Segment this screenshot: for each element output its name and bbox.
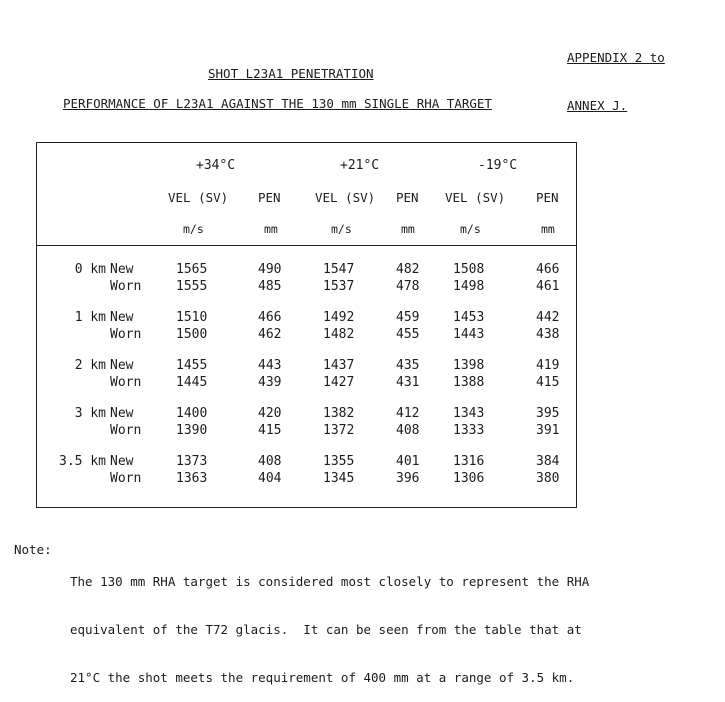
appendix-reference (567, 18, 665, 130)
penetration-cell: 482 (396, 262, 420, 277)
temp-header-3: -19°C (478, 158, 518, 173)
penetration-cell: 415 (536, 375, 560, 390)
condition-label: New (110, 310, 134, 325)
document-subtitle: PERFORMANCE OF L23A1 AGAINST THE 130 mm SINGLE RHA TARGET (63, 96, 492, 111)
temp-header-2: +21°C (340, 158, 380, 173)
note-text (70, 542, 589, 702)
penetration-cell: 404 (258, 471, 282, 486)
col-header-pen-1: PEN (258, 190, 281, 205)
penetration-cell: 415 (258, 423, 282, 438)
velocity-cell: 1400 (176, 406, 208, 421)
penetration-cell: 466 (258, 310, 282, 325)
col-header-vel-2: VEL (SV) (315, 190, 376, 205)
velocity-cell: 1498 (453, 279, 485, 294)
col-unit-vel-3: m/s (460, 222, 481, 236)
penetration-cell: 490 (258, 262, 282, 277)
penetration-cell: 412 (396, 406, 420, 421)
velocity-cell: 1500 (176, 327, 208, 342)
velocity-cell: 1537 (323, 279, 355, 294)
velocity-cell: 1390 (176, 423, 208, 438)
velocity-cell: 1445 (176, 375, 208, 390)
condition-label: Worn (110, 279, 142, 294)
penetration-cell: 420 (258, 406, 282, 421)
col-header-pen-2: PEN (396, 190, 419, 205)
note-line-2: equivalent of the T72 glacis. It can be seen from the table that at (70, 622, 582, 637)
penetration-cell: 431 (396, 375, 420, 390)
penetration-cell: 485 (258, 279, 282, 294)
col-unit-vel-2: m/s (331, 222, 352, 236)
note-line-1: The 130 mm RHA target is considered most closely to represent the RHA (70, 574, 590, 589)
velocity-cell: 1482 (323, 327, 355, 342)
penetration-cell: 439 (258, 375, 282, 390)
penetration-cell: 384 (536, 454, 560, 469)
col-header-pen-3: PEN (536, 190, 559, 205)
velocity-cell: 1306 (453, 471, 485, 486)
range-label: 0 km (74, 262, 106, 277)
condition-label: Worn (110, 423, 142, 438)
penetration-cell: 435 (396, 358, 420, 373)
note-line-3: 21°C the shot meets the requirement of 400 mm at a range of 3.5 km. (70, 670, 575, 685)
penetration-cell: 459 (396, 310, 420, 325)
penetration-cell: 462 (258, 327, 282, 342)
penetration-cell: 401 (396, 454, 420, 469)
penetration-cell: 391 (536, 423, 560, 438)
col-unit-pen-3: mm (541, 222, 555, 236)
appendix-line-2: ANNEX J. (567, 98, 628, 113)
penetration-cell: 455 (396, 327, 420, 342)
velocity-cell: 1510 (176, 310, 208, 325)
condition-label: New (110, 262, 134, 277)
penetration-cell: 408 (396, 423, 420, 438)
penetration-cell: 438 (536, 327, 560, 342)
condition-label: Worn (110, 327, 142, 342)
penetration-cell: 408 (258, 454, 282, 469)
velocity-cell: 1388 (453, 375, 485, 390)
penetration-cell: 396 (396, 471, 420, 486)
condition-label: Worn (110, 471, 142, 486)
range-label: 3.5 km (59, 454, 106, 469)
velocity-cell: 1333 (453, 423, 485, 438)
penetration-cell: 466 (536, 262, 560, 277)
penetration-cell: 395 (536, 406, 560, 421)
velocity-cell: 1565 (176, 262, 208, 277)
velocity-cell: 1555 (176, 279, 208, 294)
col-header-vel-1: VEL (SV) (168, 190, 229, 205)
velocity-cell: 1492 (323, 310, 355, 325)
velocity-cell: 1508 (453, 262, 485, 277)
range-label: 2 km (74, 358, 106, 373)
velocity-cell: 1453 (453, 310, 485, 325)
velocity-cell: 1443 (453, 327, 485, 342)
condition-label: New (110, 454, 134, 469)
col-unit-pen-1: mm (264, 222, 278, 236)
velocity-cell: 1316 (453, 454, 485, 469)
velocity-cell: 1363 (176, 471, 208, 486)
document-title: SHOT L23A1 PENETRATION (208, 66, 374, 81)
velocity-cell: 1455 (176, 358, 208, 373)
velocity-cell: 1345 (323, 471, 355, 486)
velocity-cell: 1547 (323, 262, 355, 277)
appendix-line-1: APPENDIX 2 to (567, 50, 665, 65)
velocity-cell: 1343 (453, 406, 485, 421)
condition-label: New (110, 358, 134, 373)
penetration-cell: 461 (536, 279, 560, 294)
velocity-cell: 1437 (323, 358, 355, 373)
velocity-cell: 1372 (323, 423, 355, 438)
velocity-cell: 1355 (323, 454, 355, 469)
penetration-cell: 442 (536, 310, 560, 325)
temp-header-1: +34°C (196, 158, 236, 173)
velocity-cell: 1373 (176, 454, 208, 469)
range-label: 1 km (74, 310, 106, 325)
velocity-cell: 1398 (453, 358, 485, 373)
col-unit-vel-1: m/s (183, 222, 204, 236)
range-label: 3 km (74, 406, 106, 421)
col-unit-pen-2: mm (401, 222, 415, 236)
col-header-vel-3: VEL (SV) (445, 190, 506, 205)
condition-label: Worn (110, 375, 142, 390)
penetration-cell: 443 (258, 358, 282, 373)
penetration-cell: 478 (396, 279, 420, 294)
note-label: Note: (14, 542, 52, 557)
velocity-cell: 1427 (323, 375, 355, 390)
penetration-cell: 380 (536, 471, 560, 486)
penetration-cell: 419 (536, 358, 560, 373)
condition-label: New (110, 406, 134, 421)
velocity-cell: 1382 (323, 406, 355, 421)
table-header-divider (36, 245, 577, 246)
